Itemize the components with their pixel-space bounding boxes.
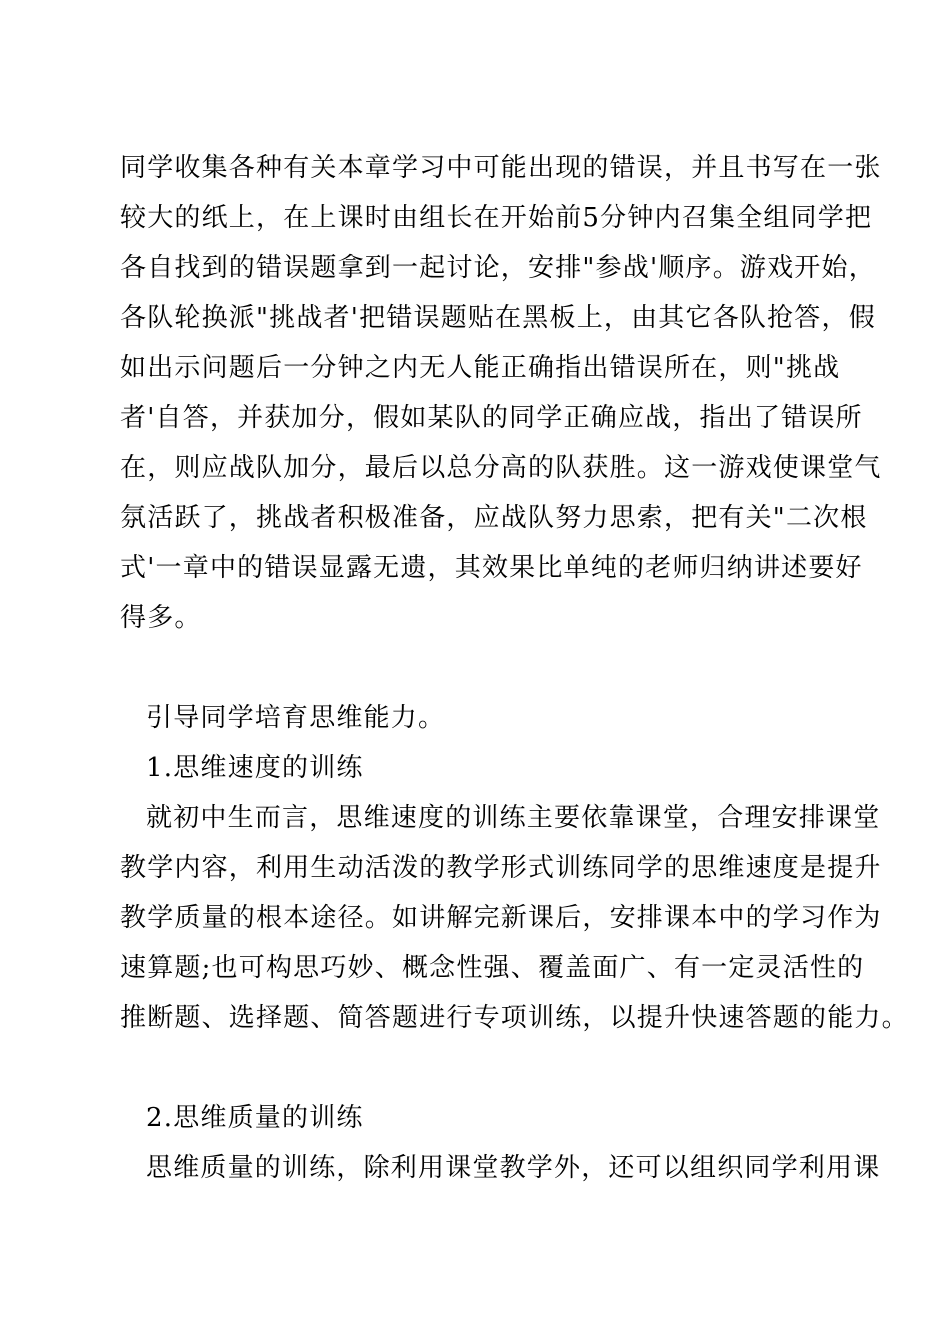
paragraph-line: 教学质量的根本途径。如讲解完新课后，安排课本中的学习作为: [120, 903, 882, 933]
paragraph-line: 教学内容，利用生动活泼的教学形式训练同学的思维速度是提升: [120, 853, 882, 883]
paragraph-line: 就初中生而言，思维速度的训练主要依靠课堂，合理安排课堂: [146, 803, 881, 833]
paragraph-line: 得多。: [120, 603, 202, 633]
paragraph-line: 推断题、选择题、简答题进行专项训练，以提升快速答题的能力。: [120, 1003, 909, 1033]
paragraph-line: 各自找到的错误题拿到一起讨论，安排"参战'顺序。游戏开始，: [120, 253, 876, 283]
subsection-heading: 1.思维速度的训练: [146, 753, 364, 783]
paragraph-line: 各队轮换派"挑战者'把错误题贴在黑板上，由其它各队抢答，假: [120, 303, 876, 333]
subsection-heading: 2.思维质量的训练: [146, 1103, 364, 1133]
paragraph-line: 者'自答，并获加分，假如某队的同学正确应战，指出了错误所: [120, 403, 863, 433]
paragraph-line: 同学收集各种有关本章学习中可能出现的错误，并且书写在一张: [120, 153, 882, 183]
paragraph-line: 速算题;也可构思巧妙、概念性强、覆盖面广、有一定灵活性的: [120, 953, 865, 983]
paragraph-line: 氛活跃了，挑战者积极准备，应战队努力思索，把有关"二次根: [120, 503, 868, 533]
paragraph-line: 式'一章中的错误显露无遗，其效果比单纯的老师归纳讲述要好: [120, 553, 863, 583]
paragraph-line: 如出示问题后一分钟之内无人能正确指出错误所在，则"挑战: [120, 353, 841, 383]
paragraph-line: 思维质量的训练，除利用课堂教学外，还可以组织同学利用课: [146, 1153, 881, 1183]
paragraph-line: 在，则应战队加分，最后以总分高的队获胜。这一游戏使课堂气: [120, 453, 882, 483]
section-heading: 引导同学培育思维能力。: [146, 703, 446, 733]
paragraph-line: 较大的纸上，在上课时由组长在开始前5分钟内召集全组同学把: [120, 203, 873, 233]
